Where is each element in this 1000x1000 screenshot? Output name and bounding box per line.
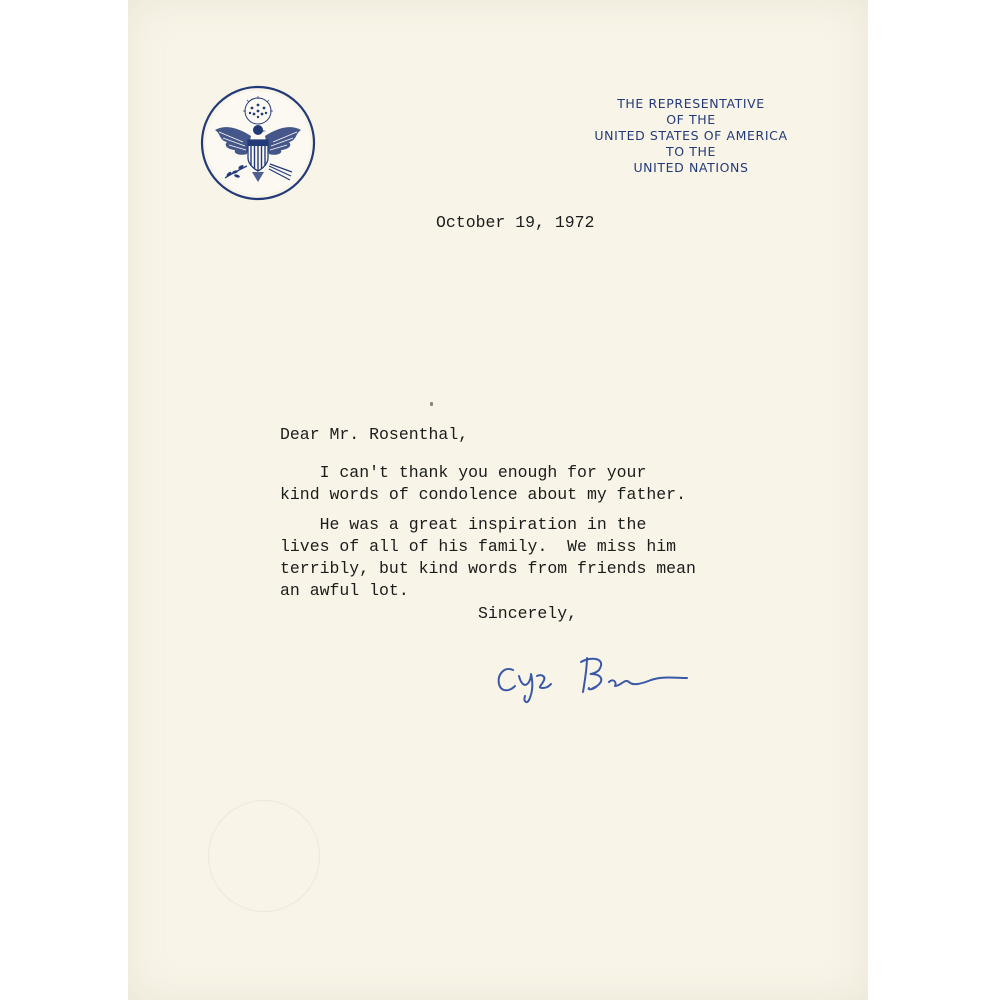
paragraph-line: kind words of condolence about my father. [280, 485, 686, 504]
letterhead-line: UNITED NATIONS [633, 160, 749, 175]
paragraph-line: He was a great inspiration in the [280, 515, 647, 534]
faint-bleedthrough-seal [208, 800, 320, 912]
salutation: Dear Mr. Rosenthal, [280, 425, 469, 444]
letter-date: October 19, 1972 [436, 213, 595, 232]
paper-speck [430, 402, 433, 406]
paragraph-line: lives of all of his family. We miss him [280, 537, 677, 556]
handwritten-signature [491, 648, 701, 708]
paragraph-1 [280, 462, 686, 506]
great-seal-eagle-icon [199, 84, 317, 202]
paragraph-line: an awful lot. [280, 581, 409, 600]
letterhead-line: TO THE [666, 144, 716, 159]
paragraph-line: terribly, but kind words from friends mean [280, 559, 696, 578]
letter-page [128, 0, 868, 1000]
letterhead-line: THE REPRESENTATIVE [617, 96, 765, 111]
paragraph-line: I can't thank you enough for your [280, 463, 647, 482]
letterhead-line: UNITED STATES OF AMERICA [594, 128, 788, 143]
letterhead [576, 96, 806, 176]
letterhead-line: OF THE [666, 112, 716, 127]
closing: Sincerely, [478, 604, 578, 623]
paragraph-2 [280, 514, 696, 602]
